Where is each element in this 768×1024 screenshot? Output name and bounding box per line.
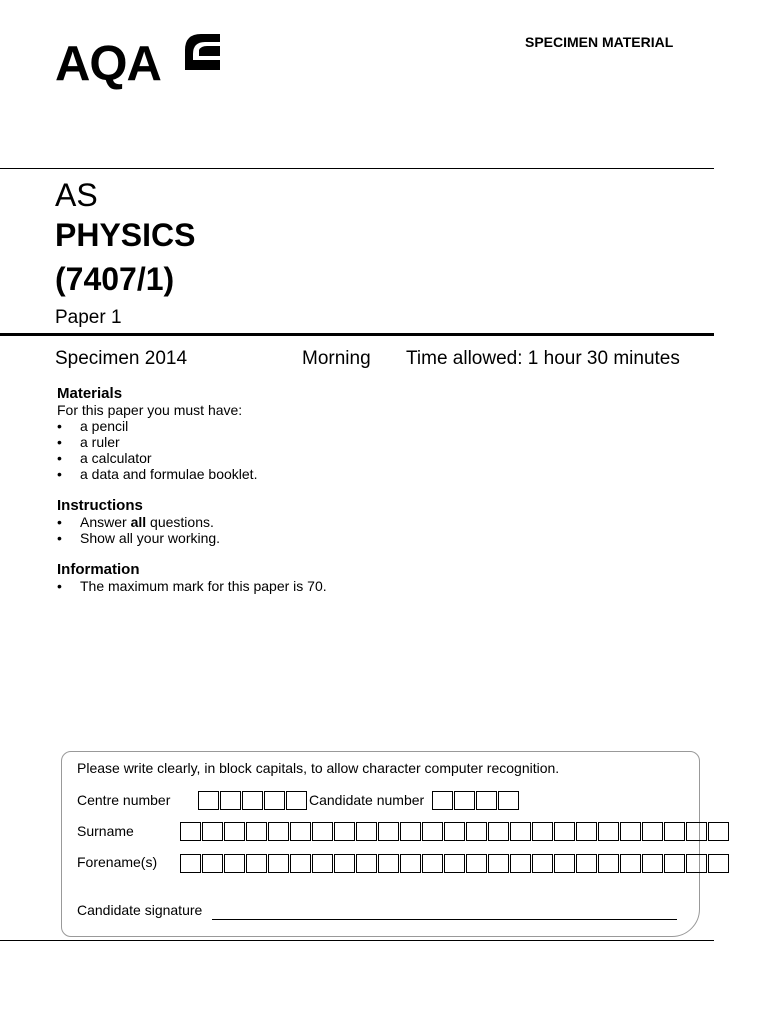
- aqa-logo: [55, 34, 225, 90]
- list-item: [57, 514, 220, 530]
- character-box[interactable]: [620, 854, 641, 873]
- character-box[interactable]: [356, 822, 377, 841]
- character-box[interactable]: [476, 791, 497, 810]
- character-box[interactable]: [444, 822, 465, 841]
- surname-label: Surname: [77, 823, 134, 839]
- character-box[interactable]: [664, 822, 685, 841]
- character-box[interactable]: [180, 822, 201, 841]
- character-box[interactable]: [224, 854, 245, 873]
- candidate-details-box: [61, 751, 700, 937]
- list-item: • a data and formulae booklet.: [57, 466, 257, 482]
- character-box[interactable]: [378, 854, 399, 873]
- character-box[interactable]: [202, 854, 223, 873]
- character-box[interactable]: [708, 854, 729, 873]
- information-section: [57, 562, 327, 594]
- character-box[interactable]: [466, 854, 487, 873]
- character-box[interactable]: [620, 822, 641, 841]
- instruction-text: questions.: [146, 514, 214, 530]
- candidate-number-field[interactable]: [432, 791, 520, 810]
- character-box[interactable]: [180, 854, 201, 873]
- list-item: • The maximum mark for this paper is 70.: [57, 578, 327, 594]
- list-item: • a pencil: [57, 418, 257, 434]
- character-box[interactable]: [334, 822, 355, 841]
- character-box[interactable]: [312, 822, 333, 841]
- qualification-level: AS: [55, 177, 98, 213]
- character-box[interactable]: [708, 822, 729, 841]
- block-capitals-note: Please write clearly, in block capitals, to allow character computer recognition.: [77, 760, 560, 776]
- information-heading: Information: [57, 561, 140, 578]
- divider-bottom: [0, 940, 714, 941]
- logo-mark-icon: [185, 34, 220, 70]
- character-box[interactable]: [422, 822, 443, 841]
- divider-top: [0, 168, 714, 169]
- character-box[interactable]: [598, 822, 619, 841]
- character-box[interactable]: [312, 854, 333, 873]
- character-box[interactable]: [246, 854, 267, 873]
- instructions-heading: Instructions: [57, 497, 143, 514]
- forename-field[interactable]: [180, 854, 730, 873]
- character-box[interactable]: [498, 791, 519, 810]
- list-item: • a ruler: [57, 434, 257, 450]
- character-box[interactable]: [268, 822, 289, 841]
- character-box[interactable]: [290, 854, 311, 873]
- character-box[interactable]: [642, 854, 663, 873]
- character-box[interactable]: [378, 822, 399, 841]
- paper-number: Paper 1: [55, 307, 122, 328]
- instruction-emphasis: all: [130, 514, 147, 530]
- materials-list: [57, 418, 257, 482]
- signature-line[interactable]: [212, 919, 677, 920]
- signature-label: Candidate signature: [77, 902, 203, 918]
- character-box[interactable]: [642, 822, 663, 841]
- character-box[interactable]: [510, 854, 531, 873]
- character-box[interactable]: [532, 854, 553, 873]
- character-box[interactable]: [242, 791, 263, 810]
- surname-field[interactable]: [180, 822, 730, 841]
- character-box[interactable]: [488, 822, 509, 841]
- character-box[interactable]: [268, 854, 289, 873]
- character-box[interactable]: [466, 822, 487, 841]
- character-box[interactable]: [686, 822, 707, 841]
- logo-text: AQA: [55, 37, 161, 91]
- instructions-section: [57, 498, 220, 546]
- list-item: • a calculator: [57, 450, 257, 466]
- character-box[interactable]: [444, 854, 465, 873]
- materials-section: [57, 386, 257, 482]
- character-box[interactable]: [400, 854, 421, 873]
- candidate-number-label: Candidate number: [309, 792, 425, 808]
- character-box[interactable]: [664, 854, 685, 873]
- character-box[interactable]: [686, 854, 707, 873]
- character-box[interactable]: [576, 854, 597, 873]
- paper-code: (7407/1): [55, 261, 175, 297]
- forename-label: Forename(s): [77, 854, 158, 870]
- character-box[interactable]: [510, 822, 531, 841]
- character-box[interactable]: [356, 854, 377, 873]
- centre-number-field[interactable]: [198, 791, 308, 810]
- character-box[interactable]: [554, 854, 575, 873]
- character-box[interactable]: [286, 791, 307, 810]
- character-box[interactable]: [198, 791, 219, 810]
- centre-number-label: Centre number: [77, 792, 171, 808]
- character-box[interactable]: [422, 854, 443, 873]
- materials-intro: For this paper you must have:: [57, 402, 243, 418]
- subject-title: PHYSICS: [55, 217, 196, 253]
- instruction-text: Answer: [80, 514, 131, 530]
- list-item: • Show all your working.: [57, 530, 220, 546]
- character-box[interactable]: [264, 791, 285, 810]
- session-time-of-day: Morning: [302, 348, 371, 369]
- time-allowed: Time allowed: 1 hour 30 minutes: [406, 348, 680, 369]
- divider-thick: [0, 333, 714, 336]
- character-box[interactable]: [202, 822, 223, 841]
- character-box[interactable]: [290, 822, 311, 841]
- character-box[interactable]: [554, 822, 575, 841]
- character-box[interactable]: [432, 791, 453, 810]
- character-box[interactable]: [598, 854, 619, 873]
- character-box[interactable]: [400, 822, 421, 841]
- specimen-material-tag: SPECIMEN MATERIAL: [525, 34, 674, 50]
- character-box[interactable]: [576, 822, 597, 841]
- instructions-list: [57, 514, 220, 546]
- character-box[interactable]: [224, 822, 245, 841]
- character-box[interactable]: [246, 822, 267, 841]
- character-box[interactable]: [454, 791, 475, 810]
- character-box[interactable]: [488, 854, 509, 873]
- character-box[interactable]: [532, 822, 553, 841]
- materials-heading: Materials: [57, 385, 123, 402]
- character-box[interactable]: [334, 854, 355, 873]
- information-list: [57, 578, 327, 594]
- character-box[interactable]: [220, 791, 241, 810]
- session-date: Specimen 2014: [55, 348, 188, 369]
